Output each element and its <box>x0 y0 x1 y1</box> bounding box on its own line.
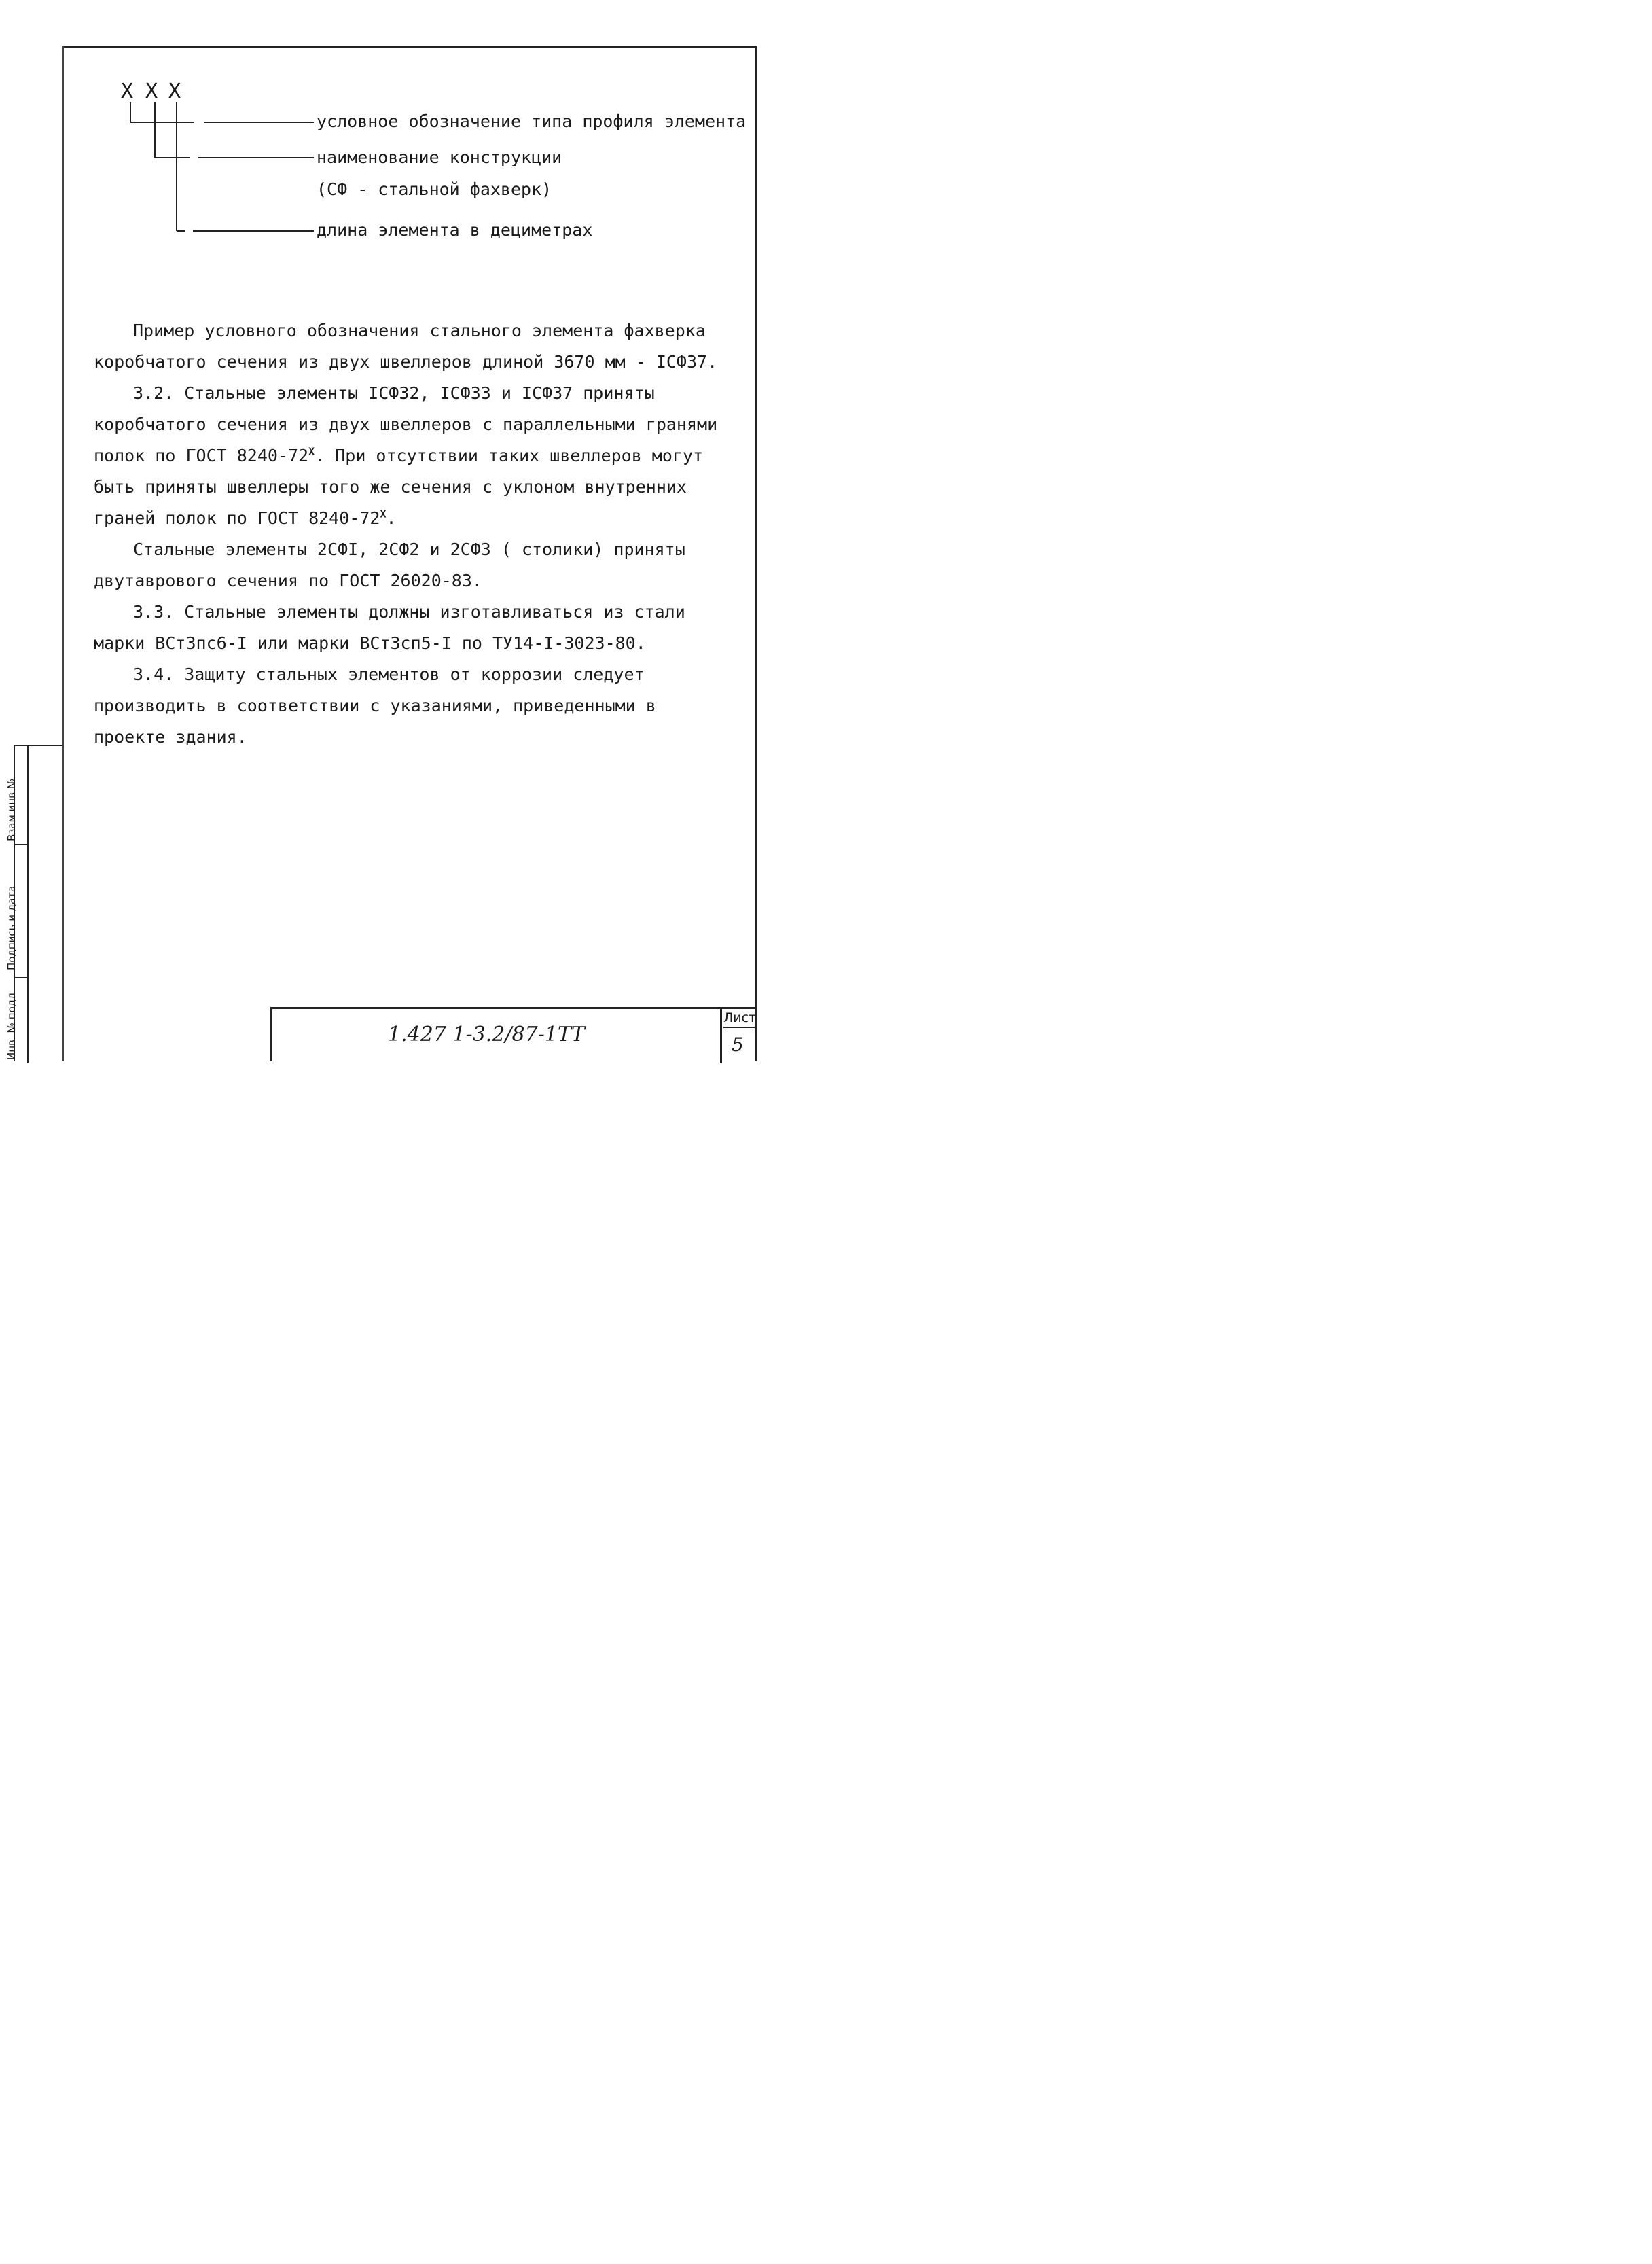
paragraph-3-3: 3.3. Стальные элементы должны изготавливаться из стали марки ВСт3пс6-I или марки ВСт3сп5-I по ТУ14-I-3023-80. <box>94 602 685 653</box>
legend-structure-note: (СФ - стальной фахверк) <box>317 179 552 199</box>
document-body <box>94 315 728 753</box>
legend-length: длина элемента в дециметрах <box>317 220 593 240</box>
approval-stamp <box>5 745 62 1061</box>
legend-structure-name: наименование конструкции <box>317 147 562 167</box>
stamp-label-vzam: Взам инв № <box>5 778 18 841</box>
code-mark-1: X <box>121 79 134 103</box>
legend-profile-type: условное обозначение типа профиля элемента <box>317 111 747 131</box>
code-mark-2: X <box>145 79 158 103</box>
paragraph-3-2: 3.2. Стальные элементы IСФ32, IСФ33 и IСФ37 приняты коробчатого сечения из двух швеллеров с параллельными гранями полок по ГОСТ $8240-72^X$. При отсутствии таких швеллеров могут быть приняты швеллеры того же сечения с уклоном внутренних граней полок по ГОСТ $8240-72^X$. <box>94 383 718 528</box>
sheet-cell <box>720 1009 757 1063</box>
stamp-label-podpis: Подпись и дата <box>5 885 18 970</box>
superscript-mark: X <box>380 508 387 520</box>
sheet-number: 5 <box>732 1033 744 1056</box>
title-block <box>270 1007 757 1061</box>
paragraph-example: Пример условного обозначения стального элемента фахверка коробчатого сечения из двух швеллеров длиной 3670 мм - IСФ37. <box>94 321 718 372</box>
document-code: 1.427 1-3.2/87-1ТТ <box>388 1023 585 1046</box>
code-mark-3: X <box>168 79 181 103</box>
stamp-column-divider <box>27 746 29 1063</box>
superscript-mark: X <box>308 445 315 458</box>
paragraph-3-4: 3.4. Защиту стальных элементов от коррозии следует производить в соответствии с указаниями, приведенными в проекте здания. <box>94 665 656 747</box>
stamp-label-inv: Инв. № подл <box>5 993 18 1060</box>
paragraph-tables: Стальные элементы 2СФI, 2СФ2 и 2СФ3 ( столики) приняты двутаврового сечения по ГОСТ 26020-83. <box>94 540 685 590</box>
sheet-label: Лист <box>723 1010 755 1028</box>
